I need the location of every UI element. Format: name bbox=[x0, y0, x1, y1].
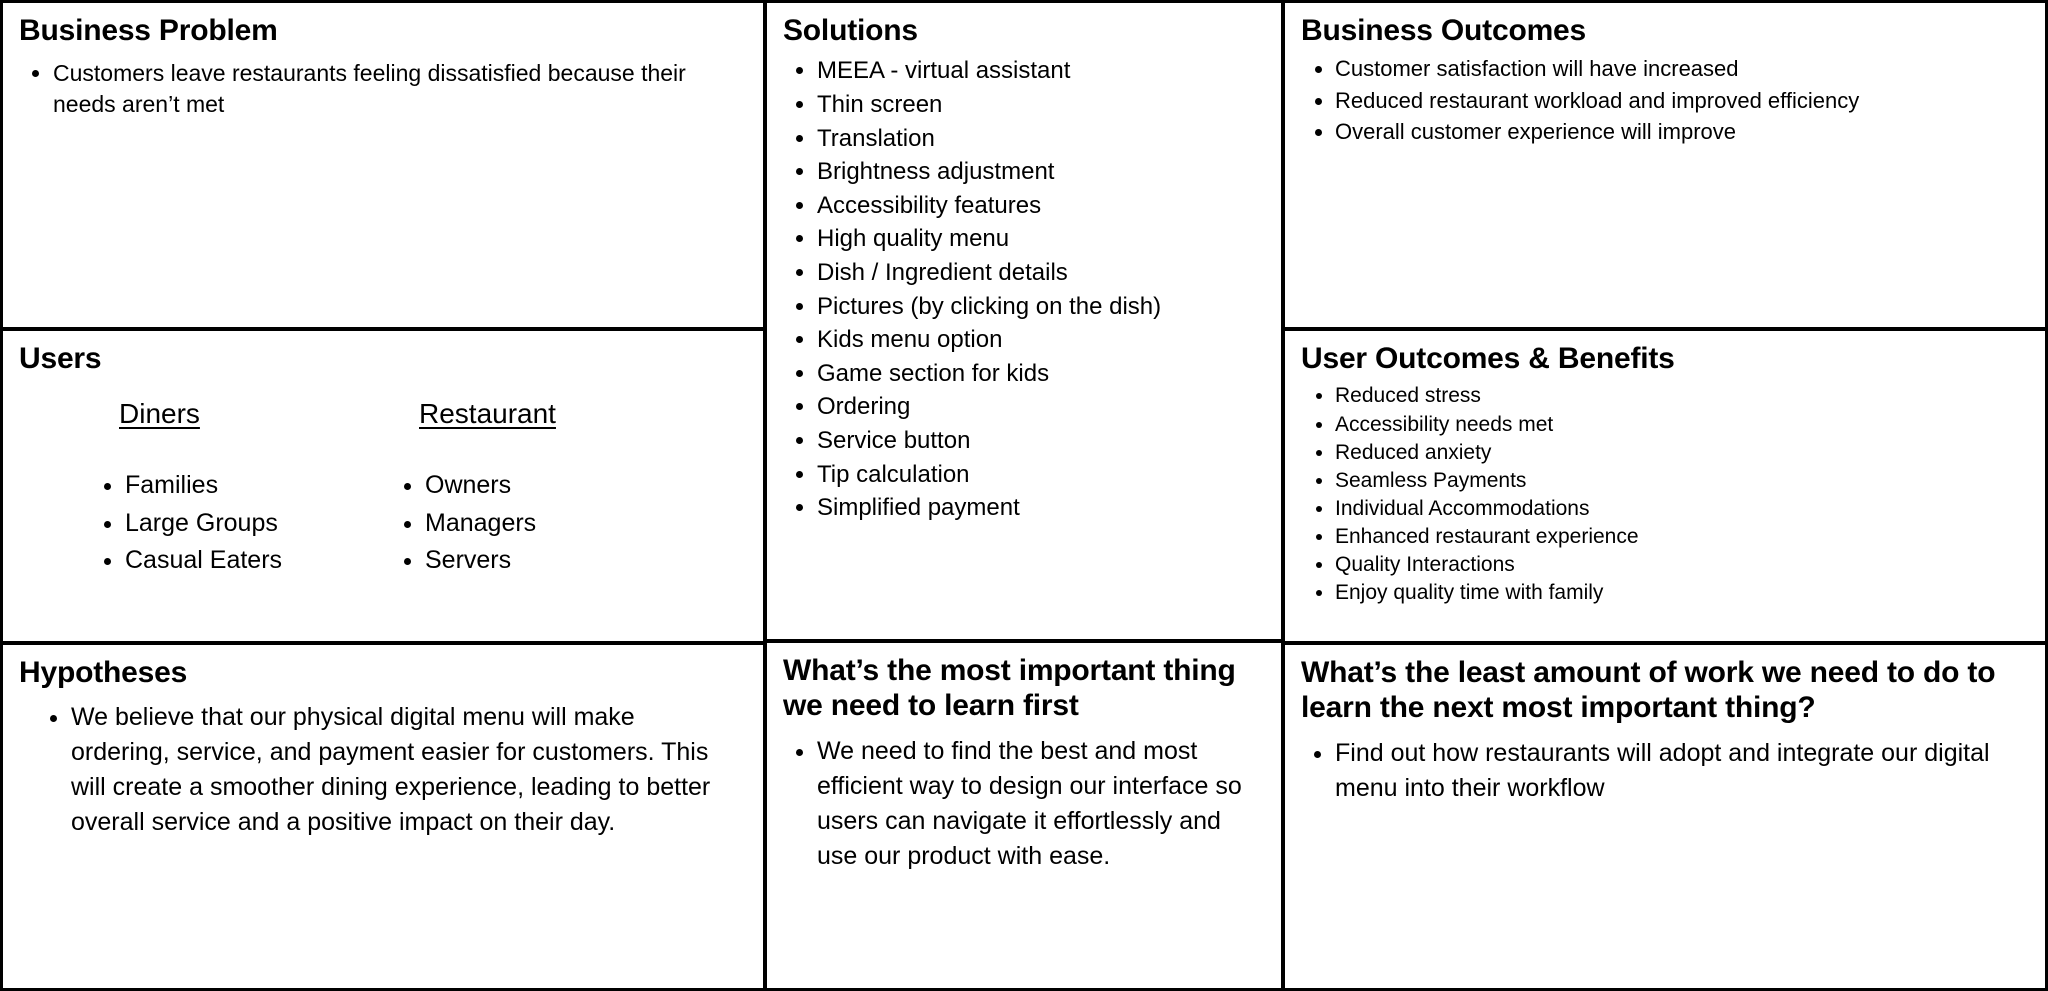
panel-solutions bbox=[764, 0, 1284, 642]
panel-business-outcomes bbox=[1282, 0, 2048, 330]
list-item: • Reduced restaurant workload and improved efficiency bbox=[1335, 86, 1895, 115]
panel-title-business-problem: Business Problem bbox=[19, 14, 278, 47]
users-group-heading: Restaurant bbox=[419, 398, 556, 430]
list-item: • Customer satisfaction will have increased bbox=[1335, 54, 1895, 83]
list-item: • Quality Interactions bbox=[1335, 551, 2029, 579]
panel-title-user-outcomes: User Outcomes & Benefits bbox=[1301, 342, 1675, 375]
list-item: • Find out how restaurants will adopt and integrate our digital menu into their workflow bbox=[1335, 736, 2015, 806]
list-item: • Tip calculation bbox=[817, 458, 1265, 492]
panel-users bbox=[0, 328, 766, 644]
list-item: • Managers bbox=[425, 506, 689, 542]
list-item: • Seamless Payments bbox=[1335, 467, 2029, 495]
list-item: • Owners bbox=[425, 468, 689, 504]
list-item: • Pictures (by clicking on the dish) bbox=[817, 290, 1265, 324]
list-item: • We need to find the best and most efficient way to design our interface so users can navigate it effortlessly and use our product with ease. bbox=[817, 734, 1265, 874]
list-item: • Overall customer experience will improve bbox=[1335, 117, 1895, 146]
users-group-restaurant bbox=[389, 398, 689, 581]
least-work-list bbox=[1301, 736, 2029, 806]
list-item: • MEEA - virtual assistant bbox=[817, 54, 1265, 88]
users-restaurant-list bbox=[389, 468, 689, 579]
panel-most-important-learning bbox=[764, 640, 1284, 991]
panel-title-least-work: What’s the least amount of work we need to do to learn the next most important thing? bbox=[1301, 656, 1996, 725]
list-item: • Accessibility features bbox=[817, 189, 1265, 223]
panel-title-hypotheses: Hypotheses bbox=[19, 656, 188, 689]
list-item: • Brightness adjustment bbox=[817, 155, 1265, 189]
panel-title-business-outcomes: Business Outcomes bbox=[1301, 14, 1587, 47]
list-item: • Service button bbox=[817, 424, 1265, 458]
list-item: • Simplified payment bbox=[817, 491, 1265, 525]
list-item: • Reduced anxiety bbox=[1335, 439, 2029, 467]
list-item: • Large Groups bbox=[125, 506, 389, 542]
list-item: • Ordering bbox=[817, 390, 1265, 424]
list-item: • Families bbox=[125, 468, 389, 504]
list-item: • Accessibility needs met bbox=[1335, 411, 2029, 439]
list-item: • Casual Eaters bbox=[125, 543, 389, 579]
users-group-diners bbox=[89, 398, 389, 581]
list-item: • Servers bbox=[425, 543, 689, 579]
hypotheses-body bbox=[19, 700, 747, 840]
list-item: • Enhanced restaurant experience bbox=[1335, 523, 2029, 551]
user-outcomes-list bbox=[1301, 382, 2029, 607]
panel-user-outcomes bbox=[1282, 328, 2048, 644]
panel-business-problem bbox=[0, 0, 766, 330]
users-diners-list bbox=[89, 468, 389, 579]
list-item: • We believe that our physical digital menu will make ordering, service, and payment easier for customers. This will create a smoother dining experience, leading to better overall service and a positive impact on their day. bbox=[71, 700, 721, 840]
list-item: • Dish / Ingredient details bbox=[817, 256, 1265, 290]
list-item: • Customers leave restaurants feeling dissatisfied because their needs aren’t met bbox=[53, 58, 693, 119]
list-item: • Kids menu option bbox=[817, 323, 1265, 357]
users-groups bbox=[19, 398, 747, 581]
panel-least-work bbox=[1282, 642, 2048, 991]
list-item: • Game section for kids bbox=[817, 357, 1265, 391]
business-outcomes-list bbox=[1301, 54, 2029, 146]
users-group-heading: Diners bbox=[119, 398, 200, 430]
panel-title-users: Users bbox=[19, 342, 102, 375]
list-item: • High quality menu bbox=[817, 222, 1265, 256]
panel-title-most-important-learning: What’s the most important thing we need to learn first bbox=[783, 654, 1236, 723]
solutions-list bbox=[783, 54, 1265, 524]
business-problem-list bbox=[19, 58, 747, 119]
list-item: • Thin screen bbox=[817, 88, 1265, 122]
most-important-list bbox=[783, 734, 1265, 874]
list-item: • Translation bbox=[817, 122, 1265, 156]
list-item: • Individual Accommodations bbox=[1335, 495, 2029, 523]
list-item: • Enjoy quality time with family bbox=[1335, 579, 2029, 607]
panel-title-solutions: Solutions bbox=[783, 14, 918, 47]
hypotheses-list bbox=[37, 700, 747, 840]
list-item: • Reduced stress bbox=[1335, 382, 2029, 410]
panel-hypotheses bbox=[0, 642, 766, 991]
